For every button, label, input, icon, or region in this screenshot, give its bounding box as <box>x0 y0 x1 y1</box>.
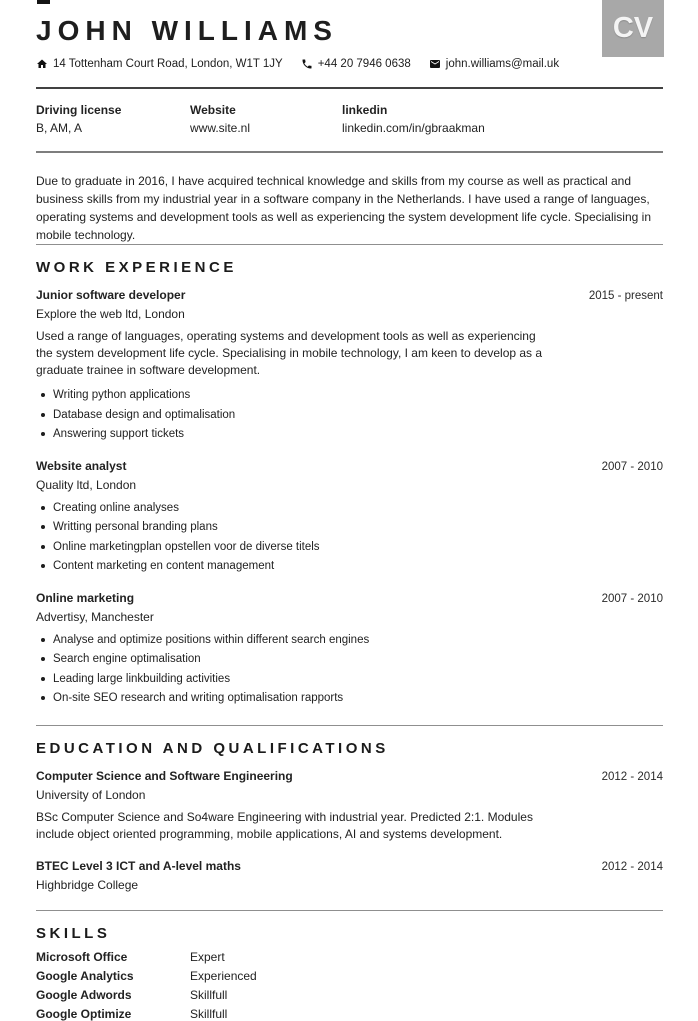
skill-name: Microsoft Office <box>36 949 128 964</box>
job-title: Junior software developer <box>36 288 186 302</box>
email-item <box>429 58 559 70</box>
detail-label: Website <box>190 103 236 117</box>
divider <box>36 725 663 726</box>
page-corner-mark <box>37 0 50 4</box>
job-description: Used a range of languages, operating systems and development tools as well as experiencing the system development life cycle. Specialising in mobile technology, I am keen to develop as a graduate trainee in software development. <box>36 329 543 377</box>
job-bullet: Analyse and optimize positions within different search engines <box>36 633 565 649</box>
job-bullet: Creating online analyses <box>36 501 565 517</box>
job-company: Advertisy, Manchester <box>36 609 154 624</box>
detail-value: www.site.nl <box>190 121 251 135</box>
skill-level: Expert <box>190 949 225 964</box>
education-period: 2012 - 2014 <box>601 770 663 783</box>
skills-section <box>36 925 663 1021</box>
job-bullet: Search engine optimalisation <box>36 652 565 668</box>
skill-row <box>36 1008 663 1021</box>
address-text: 14 Tottenham Court Road, London, W1T 1JY <box>53 58 283 70</box>
work-experience-section <box>36 259 663 707</box>
skill-row <box>36 970 663 983</box>
section-heading-education: EDUCATION AND QUALIFICATIONS <box>36 739 389 757</box>
job-head <box>36 288 663 302</box>
section-heading-work: WORK EXPERIENCE <box>36 259 237 276</box>
cv-badge-label: CV <box>612 12 654 44</box>
address-item <box>36 58 283 70</box>
divider <box>36 910 663 911</box>
job-bullet-list <box>36 388 663 443</box>
divider <box>36 151 663 153</box>
education-school: University of London <box>36 787 146 802</box>
contact-row <box>36 58 663 70</box>
job-title: Website analyst <box>36 458 127 473</box>
job-bullet: Database design and optimalisation <box>36 408 565 424</box>
education-head <box>36 769 663 783</box>
job-title: Online marketing <box>36 590 135 605</box>
phone-icon <box>301 58 313 70</box>
education-title: Computer Science and Software Engineering <box>36 768 293 783</box>
skill-level: Skillfull <box>190 1006 228 1021</box>
job-entry <box>36 288 663 443</box>
skill-name: Google Analytics <box>36 968 134 983</box>
phone-text: +44 20 7946 0638 <box>317 58 411 70</box>
job-bullet-list <box>36 501 663 575</box>
job-bullet-list <box>36 633 663 707</box>
detail-linkedin <box>342 103 663 135</box>
divider <box>36 244 663 245</box>
profile-summary: Due to graduate in 2016, I have acquired technical knowledge and skills from my course as well as practical and business skills from my industrial year in a software company in the Netherlands. I have used a range of languages, operating systems and development tools as well as experiencing the system development life cycle. Specialising in mobile technology. <box>36 174 651 242</box>
job-period: 2007 - 2010 <box>601 592 663 605</box>
job-bullet: Content marketing en content management <box>36 559 565 575</box>
header <box>36 0 663 70</box>
job-bullet: On-site SEO research and writing optimalisation rapports <box>36 691 565 707</box>
job-entry <box>36 591 663 707</box>
job-head <box>36 459 663 473</box>
divider <box>36 87 663 89</box>
skill-name: Google Optimize <box>36 1006 132 1021</box>
job-head <box>36 591 663 605</box>
education-entry <box>36 769 663 843</box>
skills-list <box>36 951 663 1021</box>
page-title: JOHN WILLIAMS <box>36 15 338 46</box>
job-bullet: Writting personal branding plans <box>36 520 565 536</box>
detail-label: Driving license <box>36 103 122 117</box>
detail-website <box>190 103 342 135</box>
skill-row <box>36 989 663 1002</box>
education-section <box>36 740 663 892</box>
job-bullet: Writing python applications <box>36 388 565 404</box>
job-bullet: Leading large linkbuilding activities <box>36 672 565 688</box>
job-entry <box>36 459 663 575</box>
email-icon <box>429 58 441 70</box>
job-bullet: Answering support tickets <box>36 427 565 443</box>
section-heading-skills: SKILLS <box>36 924 111 942</box>
education-head <box>36 859 663 873</box>
education-period: 2012 - 2014 <box>601 860 663 873</box>
skill-name: Google Adwords <box>36 987 132 1002</box>
job-company: Explore the web ltd, London <box>36 307 185 321</box>
education-entry <box>36 859 663 892</box>
home-icon <box>36 58 48 70</box>
education-title: BTEC Level 3 ICT and A-level maths <box>36 858 241 873</box>
education-school: Highbridge College <box>36 877 139 892</box>
job-period: 2007 - 2010 <box>601 460 663 473</box>
details-strip <box>36 103 663 135</box>
detail-driving-license <box>36 103 190 135</box>
cv-badge <box>602 0 664 57</box>
job-period: 2015 - present <box>588 290 663 302</box>
detail-label: linkedin <box>342 103 388 117</box>
skill-level: Skillfull <box>190 987 228 1002</box>
email-text: john.williams@mail.uk <box>445 58 560 70</box>
detail-value: linkedin.com/in/gbraakman <box>342 121 485 135</box>
phone-item <box>301 58 411 70</box>
detail-value: B, AM, A <box>36 121 83 135</box>
skill-row <box>36 951 663 964</box>
education-description: BSc Computer Science and So4ware Engineering with industrial year. Predicted 2:1. Modules include object oriented programming, mobile applications, AI and systems development. <box>36 809 533 841</box>
skill-level: Experienced <box>190 968 257 983</box>
job-company: Quality ltd, London <box>36 477 137 492</box>
job-bullet: Online marketingplan opstellen voor de diverse titels <box>36 540 565 556</box>
